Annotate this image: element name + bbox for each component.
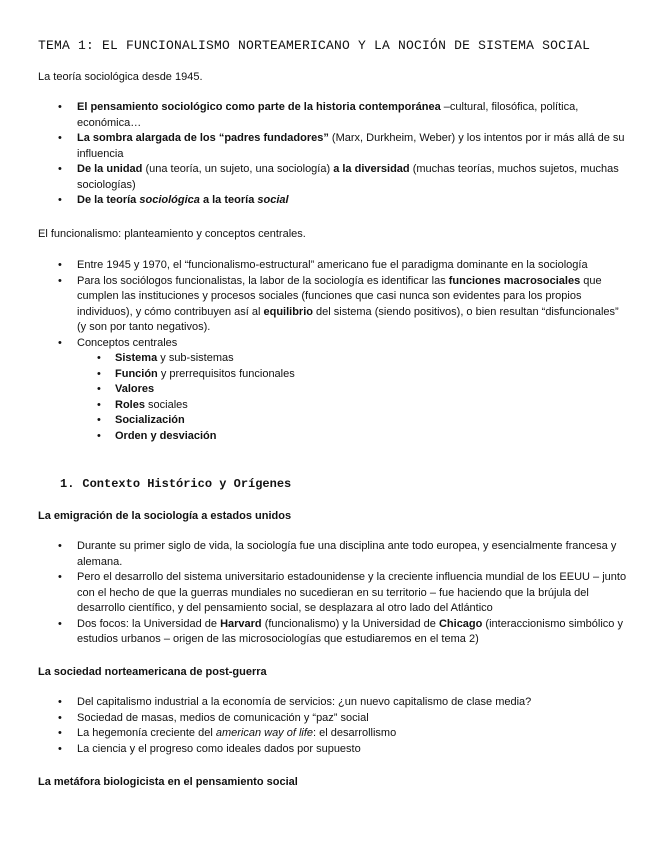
list-item: • La hegemonía creciente del american way of life: el desarrollismo — [38, 726, 628, 742]
item-bold-italic: sociológica — [139, 194, 200, 206]
document-title: TEMA 1: EL FUNCIONALISMO NORTEAMERICANO Y LA NOCIÓN DE SISTEMA SOCIAL — [38, 38, 591, 53]
section-heading-functionalism: El funcionalismo: planteamiento y conceptos centrales. — [38, 228, 306, 240]
concept-item: • Orden y desviación — [77, 429, 597, 445]
list-item — [38, 193, 628, 209]
section-heading-postwar: La sociedad norteamericana de post-guerra — [38, 666, 267, 678]
item-bold-italic: social — [257, 194, 289, 206]
section-heading-emigration: La emigración de la sociología a estados unidos — [38, 510, 292, 522]
item-text: (Marx, Durkheim, Weber) y los intentos por ir más allá de su influencia — [77, 132, 625, 160]
list-item: • Para los sociólogos funcionalistas, la labor de la sociología es identificar las funciones macrosociales que cumplen las instituciones y procesos sociales (funciones que casi nunca son evidentes para los propios individuos), y cómo contribuyen así al equilibrio del sistema (siendo positivos), o bien resultan “disfuncionales” (y son por tanto negativos). — [38, 274, 628, 336]
theory-list — [38, 100, 628, 209]
list-item — [38, 100, 628, 131]
item-bold: a la diversidad — [333, 163, 410, 175]
list-item: • Conceptos centrales • Sistema y sub-sistemas • Función y prerrequisitos funcionales • Valores • Roles sociales • Socialización • Orden y desviación — [38, 336, 628, 445]
item-text: (muchas teorías, muchos sujetos, muchas sociologías) — [77, 163, 619, 191]
list-item: • Del capitalismo industrial a la economía de servicios: ¿un nuevo capitalismo de clase media? — [38, 695, 628, 711]
concept-item: • Valores — [77, 382, 597, 398]
concept-item: • Sistema y sub-sistemas — [77, 351, 597, 367]
emigration-list — [38, 539, 628, 648]
item-bold: a la teoría — [199, 194, 258, 206]
list-item — [38, 162, 628, 193]
list-item: • Pero el desarrollo del sistema universitario estadounidense y la creciente influencia mundial de los EEUU – junto con el hecho de que la guerras mundiales no sucedieran en su territorio – fue haciendo que la brújula del desarrollo científico, y del pensamiento social, se desplazara al otro lado del Atlántico — [38, 570, 628, 617]
section-heading-biological-metaphor: La metáfora biologicista en el pensamiento social — [38, 776, 298, 788]
postwar-list — [38, 695, 628, 757]
list-item — [38, 131, 628, 162]
item-bold: De la unidad — [77, 163, 143, 175]
list-item: • La ciencia y el progreso como ideales dados por supuesto — [38, 742, 628, 758]
item-bold: De la teoría — [77, 194, 140, 206]
concept-item: • Función y prerrequisitos funcionales — [77, 367, 597, 383]
chapter-label: Contexto Histórico y Orígenes — [82, 477, 292, 491]
concepts-list — [77, 351, 597, 444]
list-item: • Dos focos: la Universidad de Harvard (funcionalismo) y la Universidad de Chicago (interaccionismo simbólico y estudios urbanos – origen de las microsociologías que estudiaremos en el tema 2) — [38, 617, 628, 648]
concept-item: • Roles sociales — [77, 398, 597, 414]
section-heading-theory: La teoría sociológica desde 1945. — [38, 71, 203, 83]
chapter-number: 1. — [60, 477, 75, 491]
chapter-heading — [60, 477, 291, 491]
list-item: • Durante su primer siglo de vida, la sociología fue una disciplina ante todo europea, y esencialmente francesa y alemana. — [38, 539, 628, 570]
item-text: –cultural, filosófica, política, económica… — [77, 101, 579, 129]
list-item: • Entre 1945 y 1970, el “funcionalismo-estructural” americano fue el paradigma dominante en la sociología — [38, 258, 628, 274]
item-bold: El pensamiento sociológico como parte de la historia contemporánea — [77, 101, 441, 113]
item-text: (una teoría, un sujeto, una sociología) — [142, 163, 334, 175]
list-item: • Sociedad de masas, medios de comunicación y “paz” social — [38, 711, 628, 727]
functionalism-list — [38, 258, 628, 444]
item-bold: La sombra alargada de los “padres fundadores” — [77, 132, 329, 144]
concept-item: • Socialización — [77, 413, 597, 429]
